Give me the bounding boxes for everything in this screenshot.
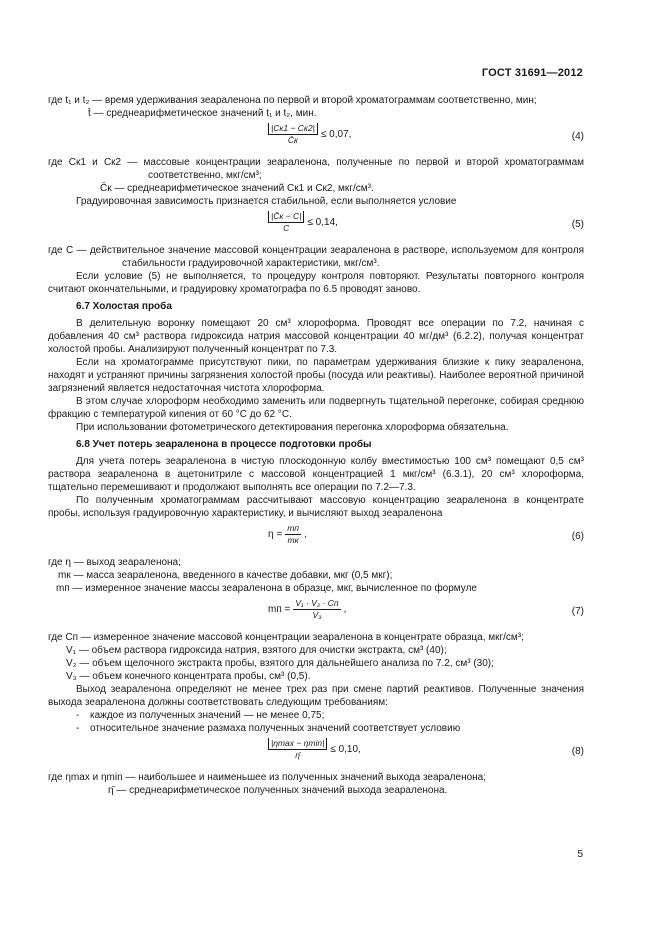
requirement-item-1 [48,709,584,722]
ck-definition: где Cк1 и Cк2 — массовые концентрации зеараленона, полученные по первой и второй хроматограммам соответственно, мкг/см³; [48,157,584,181]
formula-4-number: (4) [571,131,584,142]
cn-definition: где Cп — измеренное значение массовой концентрации зеараленона в концентрате образца, мкг/см³; [48,632,524,643]
c-definition: где C — действительное значение массовой концентрации зеараленона в растворе, используемом для контроля стабильности градуировочной характеристики, мкг/см³. [48,245,584,269]
formula-7-numerator: V₁ · V₂ · Cп [295,598,339,608]
formula-7 [48,595,584,631]
formula-5-number: (5) [571,219,584,230]
formula-7-lhs: mп = [268,604,291,615]
formula-8-rhs: ≤ 0,10, [330,744,361,755]
formula-7-number: (7) [571,606,584,617]
v3-definition: V₃ — объем конечного концентрата пробы, см³ (0,5). [66,671,311,682]
formula-5-rhs: ≤ 0,14, [307,217,338,228]
requirement-item-2 [48,722,584,735]
requirement-1-text: каждое из полученных значений — не менее 0,75; [90,710,325,721]
formula-6-number: (6) [571,531,584,542]
formula-8 [48,735,584,771]
page-number: 5 [577,849,583,860]
formula-5-numerator: |C̄к − C| [268,211,304,222]
bullet-dash: - [76,723,80,734]
formula-6-denominator: mк [287,535,299,545]
formula-4-numerator: |Cк1 − Cк2| [268,123,318,134]
standard-header: ГОСТ 31691—2012 [481,67,583,79]
formula-6-numerator: mп [287,523,299,533]
eta-definition: где η — выход зеараленона; [48,557,181,568]
v2-definition: V₂ — объем щелочного экстракта пробы, взятого для дальнейшего анализа по 7.2, см³ (30); [66,658,494,669]
etabar-definition: η̄ — среднеарифметическое полученных значений выхода зеараленона. [108,785,448,796]
stability-condition: Градуировочная зависимость признается стабильной, если выполняется условие [76,196,457,207]
etamax-definition: где ηmax и ηmin — наибольшее и наименьшее из полученных значений выхода зеараленона; [48,772,487,783]
mk-definition: mк — масса зеараленона, введенного в качестве добавки, мкг (0,5 мкг); [58,570,393,581]
t-definition: где t₁ и t₂ — время удерживания зеараленона по первой и второй хроматограммам соответственно, мин; [48,95,537,106]
formula-6-lhs: η = [268,529,283,540]
blank-paragraph-3: В этом случае хлороформ необходимо заменить или подвергнуть тщательной перегонке, собирая среднюю фракцию с температурой кипения от 60 °С до 62 °С. [48,396,584,420]
section-6-8-heading: 6.8 Учет потерь зеараленона в процессе подготовки пробы [76,439,372,450]
formula-8-number: (8) [571,746,584,757]
formula-8-numerator: |ηmax − ηmin| [268,738,327,749]
repeat-control-text: Если условие (5) не выполняется, то процедуру контроля повторяют. Результаты повторного контроля считают окончательными, и градуировку хроматографа по 6.5 проводят заново. [48,271,584,295]
ckbar-definition: C̄к — среднеарифметическое значений Cк1 и Cк2, мкг/см³. [100,183,374,194]
loss-paragraph-2: По полученным хроматограммам рассчитывают массовую концентрацию зеараленона в концентрате пробы, используя градуировочную характеристику, и вычисляют выход зеараленона [48,495,584,519]
formula-5 [48,208,584,244]
formula-8-denominator: η̄ [295,750,301,760]
bullet-dash: - [76,710,80,721]
yield-requirements: Выход зеараленона определяют не менее трех раз при смене партий реактивов. Полученные значения выхода зеараленона должны соответствовать следующим требованиям: [48,684,584,708]
tbar-definition: t̄ — среднеарифметическое значений t₁ и t₂, мин. [88,108,317,119]
formula-6-rhs: , [303,529,307,540]
formula-7-denominator: V₃ [312,610,322,620]
blank-paragraph-4: При использовании фотометрического детектирования перегонка хлороформа обязательна. [76,422,509,433]
loss-paragraph-1: Для учета потерь зеараленона в чистую плоскодонную колбу вместимостью 100 см³ помещают 0,5 см³ раствора зеараленона в ацетонитриле с массовой концентрацией 1 мкг/см³ (6.3.1), 20 см³ хлороформа, тщательно перемешивают и продолжают выполнять все операции по 7.2—7.3. [48,456,584,493]
formula-4 [48,120,584,156]
blank-paragraph-1: В делительную воронку помещают 20 см³ хлороформа. Проводят все операции по 7.2, начиная с добавления 40 см³ раствора гидроксида натрия массовой концентрации 40 мг/дм³ (6.2.2), получая концентрат холостой пробы. Анализируют полученный концентрат по 7.3. [48,318,584,355]
formula-7-rhs: , [343,604,347,615]
formula-6 [48,520,584,556]
formula-5-denominator: C [283,223,290,233]
blank-paragraph-2: Если на хроматограмме присутствуют пики, по параметрам удерживания близкие к пику зеараленона, находят и устраняют причины загрязнения холостой пробы (посуда или реактивы). Наиболее вероятной причиной загрязнений является недостаточная чистота хлороформа. [48,357,584,394]
formula-4-rhs: ≤ 0,07, [320,129,352,140]
section-6-7-heading: 6.7 Холостая проба [76,301,172,312]
v1-definition: V₁ — объем раствора гидроксида натрия, взятого для очистки экстракта, см³ (40); [66,645,447,656]
mn-definition: mп — измеренное значение массы зеараленона в образце, мкг, вычисленное по формуле [56,583,477,594]
formula-4-denominator: C̄к [287,135,299,145]
page-content [48,94,584,797]
requirement-2-text: относительное значение размаха полученных значений соответствует условию [90,723,461,734]
